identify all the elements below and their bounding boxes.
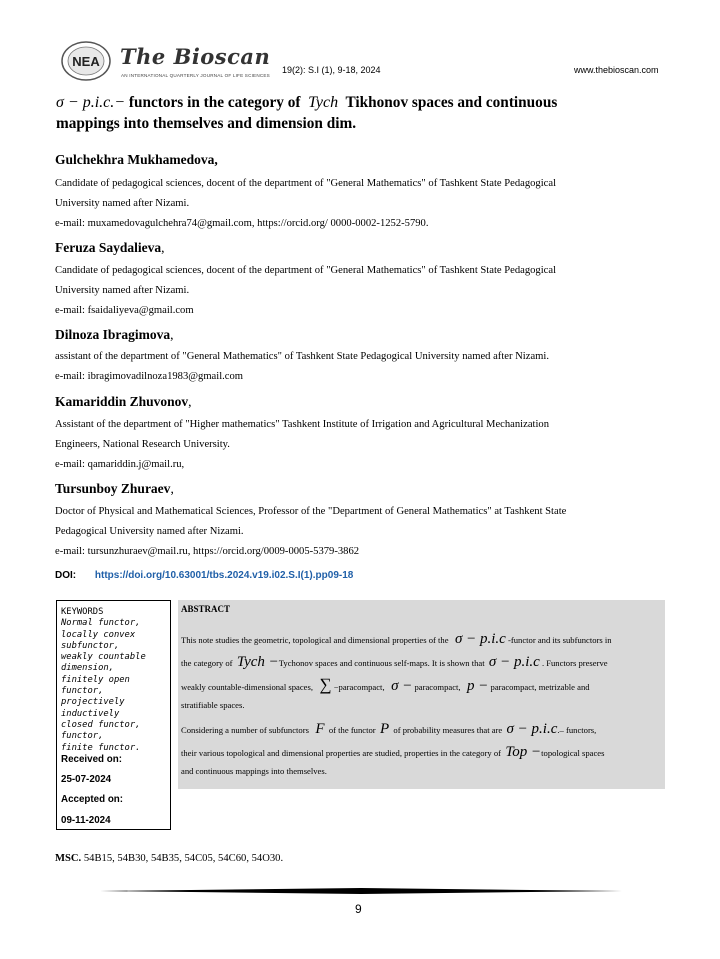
- title-math-tych: Tych: [308, 94, 339, 111]
- journal-brand: The Bioscan: [120, 44, 271, 69]
- keyword: projectively inductively: [61, 697, 125, 719]
- math-spic: σ − p.i.c: [506, 721, 558, 737]
- title-line2: mappings into themselves and dimension dim.: [56, 115, 357, 132]
- received-date: 25-07-2024: [61, 774, 112, 786]
- abstract-line: their various topological and dimensional properties are studied, properties in the category of Top −topological spaces: [181, 744, 605, 760]
- issue-info: 19(2): S.I (1), 9-18, 2024: [282, 65, 381, 75]
- keywords-heading: KEYWORDS: [61, 607, 104, 617]
- abstract-box: [178, 600, 665, 789]
- author-name: Kamariddin Zhuvonov,: [55, 394, 192, 409]
- logo-text: NEA: [72, 54, 100, 69]
- abstract-line: Considering a number of subfunctors F of the functor P of probability measures that are σ − p.i.c.– functors,: [181, 721, 597, 737]
- journal-logo: [60, 40, 112, 82]
- abstract-line: and continuous mappings into themselves.: [181, 766, 327, 776]
- abstract-line: stratifiable spaces.: [181, 700, 245, 710]
- keyword: locally convex: [61, 629, 136, 640]
- keyword: dimension,: [61, 663, 114, 674]
- received-label: Received on:: [61, 753, 122, 765]
- author-contact: e-mail: tursunzhuraev@mail.ru, https://orcid.org/0009-0005-5379-3862: [55, 546, 360, 557]
- abstract-line: weakly countable-dimensional spaces, ∑ −paracompact, σ − paracompact, p − paracompact, metrizable and: [181, 675, 590, 694]
- doi-label: DOI:: [55, 570, 77, 581]
- keyword: weakly countable: [61, 652, 146, 663]
- math-sum: ∑: [319, 675, 332, 694]
- msc-values: 54B15, 54B30, 54B35, 54C05, 54C60, 54O30.: [83, 853, 284, 864]
- accepted-label: Accepted on:: [61, 794, 124, 806]
- author-affiliation: assistant of the department of "General Mathematics" of Tashkent State Pedagogical University named after Nizami. e-mail: ibragimovadilnoza1983@gmail.com: [55, 347, 665, 387]
- math-p: p −: [467, 678, 489, 694]
- author-contact: e-mail: qamariddin.j@mail.ru,: [55, 459, 185, 470]
- keyword: Normal functor,: [61, 618, 141, 629]
- msc-codes: [55, 853, 283, 864]
- keyword: subfunctor,: [61, 640, 120, 651]
- author-contact: e-mail: muxamedovagulchehra74@gmail.com, https://orcid.org/ 0000-0002-1252-5790.: [55, 218, 429, 229]
- author-name: Feruza Saydalieva,: [55, 240, 165, 255]
- author-contact: e-mail: fsaidaliyeva@gmail.com: [55, 305, 194, 316]
- doi: [55, 570, 353, 581]
- author-affiliation: Doctor of Physical and Mathematical Sciences, Professor of the "Department of General Mathematics" at Tashkent State Pedagogical University named after Nizami. e-mail: tursunzhuraev@mail.ru, https://orcid.org/0009-0005-5379-3862: [55, 502, 665, 562]
- keyword: finitely open functor,: [61, 674, 130, 697]
- journal-subtitle: AN INTERNATIONAL QUARTERLY JOURNAL OF LIFE SCIENCES: [121, 73, 270, 78]
- paper-title: [56, 92, 656, 134]
- author-contact: e-mail: ibragimovadilnoza1983@gmail.com: [55, 371, 244, 382]
- math-spic: σ − p.i.c: [455, 631, 506, 647]
- title-math-prefix: σ − p.i.c.−: [56, 94, 126, 111]
- author-name: Tursunboy Zhuraev,: [55, 481, 174, 496]
- author-affiliation: Assistant of the department of "Higher mathematics" Tashkent Institute of Irrigation and Agricultural Mechanization Engineers, National Research University. e-mail: qamariddin.j@mail.ru,: [55, 415, 665, 475]
- keyword: finite functor.: [61, 742, 141, 753]
- author-affiliation: Candidate of pedagogical sciences, docent of the department of "General Mathematics" of Tashkent State Pedagogical University named after Nizami. e-mail: fsaidaliyeva@gmail.com: [55, 261, 665, 321]
- abstract-line: This note studies the geometric, topological and dimensional properties of the σ − p.i.c -functor and its subfunctors in: [181, 631, 612, 647]
- abstract-line: the category of Tych −Tychonov spaces and continuous self-maps. It is shown that σ − p.i.c . Functors preserve: [181, 654, 608, 670]
- author-name: Dilnoza Ibragimova,: [55, 327, 174, 342]
- keyword: functor,: [61, 731, 104, 742]
- math-top: Top −: [505, 744, 542, 760]
- math-sigma: σ −: [391, 678, 413, 694]
- math-P: P: [379, 721, 390, 737]
- journal-website[interactable]: www.thebioscan.com: [574, 65, 659, 75]
- page-number: 9: [355, 902, 362, 916]
- math-F: F: [315, 721, 325, 737]
- author-name: Gulchekhra Mukhamedova,: [55, 152, 218, 167]
- keywords-box: [56, 600, 171, 830]
- abstract-heading: ABSTRACT: [181, 604, 231, 614]
- doi-link[interactable]: https://doi.org/10.63001/tbs.2024.v19.i02.S.I(1).pp09-18: [94, 570, 354, 581]
- author-affiliation: Candidate of pedagogical sciences, docent of the department of "General Mathematics" of Tashkent State Pedagogical University named after Nizami. e-mail: muxamedovagulchehra74@gmail.com, https://orcid.org/ 0000-0002-1252-5790.: [55, 174, 665, 234]
- msc-label: MSC.: [55, 853, 82, 864]
- title-part1: functors in the category of: [128, 94, 301, 111]
- math-spic: σ − p.i.c: [488, 654, 540, 670]
- accepted-date: 09-11-2024: [61, 814, 111, 826]
- title-part2: Tikhonov spaces and continuous: [345, 94, 558, 111]
- footer-rule: [100, 888, 622, 894]
- math-tych: Tych −: [236, 654, 279, 670]
- keyword: closed functor,: [61, 719, 141, 730]
